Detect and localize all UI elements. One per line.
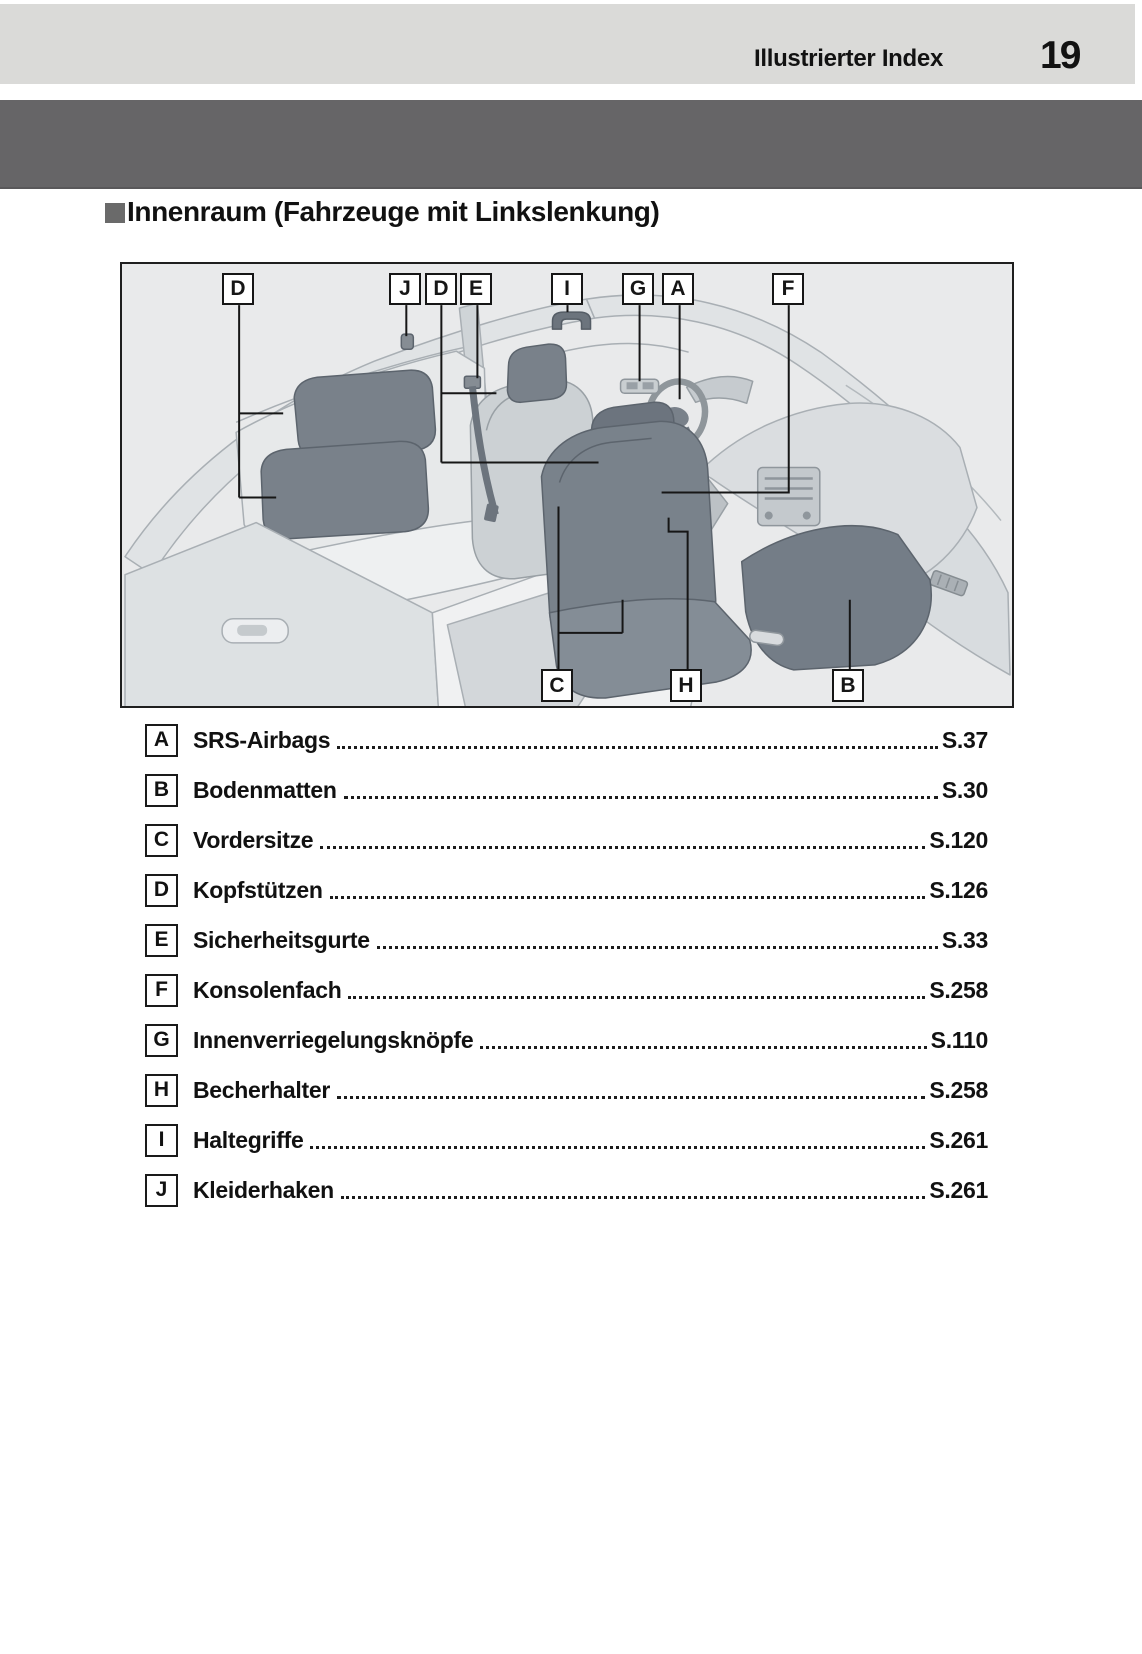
section-title-text: Innenraum (Fahrzeuge mit Linkslenkung) (127, 196, 660, 227)
callout-A-airbag: A (662, 273, 694, 305)
letter-badge: F (145, 974, 178, 1007)
item-label: Haltegriffe (193, 1126, 304, 1153)
page-reference: S.37 (941, 726, 988, 753)
index-row-B (145, 772, 988, 808)
dot-leader (348, 996, 925, 999)
door-lock-switches (621, 379, 659, 393)
page-number: 19 (1040, 34, 1080, 77)
section-title (105, 196, 659, 228)
dot-leader (330, 896, 926, 899)
letter-badge: C (145, 824, 178, 857)
dot-leader (341, 1196, 926, 1199)
item-label: Innenverriegelungsknöpfe (193, 1026, 474, 1053)
item-label: Konsolenfach (193, 976, 342, 1003)
item-label: Becherhalter (193, 1076, 331, 1103)
page-reference: S.33 (941, 926, 988, 953)
index-row-E (145, 922, 988, 958)
interior-diagram (120, 262, 1014, 708)
dot-leader (310, 1146, 925, 1149)
page-reference: S.261 (929, 1176, 988, 1203)
callout-J-coat-hook: J (389, 273, 421, 305)
callout-C-front-seats: C (541, 669, 573, 702)
item-label: Kleiderhaken (193, 1176, 334, 1203)
car-interior-illustration (122, 264, 1012, 706)
page-reference: S.258 (929, 976, 988, 1003)
page-reference: S.261 (929, 1126, 988, 1153)
dot-leader (480, 1046, 926, 1049)
floor-mat-driver (742, 526, 932, 670)
dot-leader (377, 946, 938, 949)
item-label: Kopfstützen (193, 876, 323, 903)
index-row-G (145, 1022, 988, 1058)
rear-headrests (261, 370, 435, 538)
callout-B-floor-mats: B (832, 669, 864, 702)
index-row-H (145, 1072, 988, 1108)
index-row-C (145, 822, 988, 858)
item-label: Vordersitze (193, 826, 314, 853)
index-row-D (145, 872, 988, 908)
letter-badge: G (145, 1024, 178, 1057)
dot-leader (337, 1096, 925, 1099)
letter-badge: H (145, 1074, 178, 1107)
page-header-bar (0, 4, 1135, 84)
page-reference: S.258 (929, 1076, 988, 1103)
page-reference: S.110 (930, 1026, 988, 1053)
page-reference: S.30 (941, 776, 988, 803)
coat-hook (401, 334, 413, 349)
callout-F-console: F (772, 273, 804, 305)
index-row-A (145, 722, 988, 758)
callout-G-lock-knobs: G (622, 273, 654, 305)
page-reference: S.126 (929, 876, 988, 903)
item-label: SRS-Airbags (193, 726, 331, 753)
square-bullet-icon (105, 203, 125, 223)
dot-leader (344, 796, 938, 799)
dot-leader (320, 846, 925, 849)
letter-badge: J (145, 1174, 178, 1207)
index-row-I (145, 1122, 988, 1158)
callout-H-cup-holders: H (670, 669, 702, 702)
letter-badge: D (145, 874, 178, 907)
index-row-F (145, 972, 988, 1008)
dot-leader (337, 746, 938, 749)
callout-E-seat-belt: E (460, 273, 492, 305)
callout-I-grab-handle: I (551, 273, 583, 305)
item-label: Bodenmatten (193, 776, 337, 803)
letter-badge: B (145, 774, 178, 807)
letter-badge: A (145, 724, 178, 757)
callout-D-rear-headrests: D (222, 273, 254, 305)
chapter-banner (0, 100, 1142, 189)
callout-D-front-headrests: D (425, 273, 457, 305)
letter-badge: I (145, 1124, 178, 1157)
index-row-J (145, 1172, 988, 1208)
letter-badge: E (145, 924, 178, 957)
page-reference: S.120 (929, 826, 988, 853)
header-title: Illustrierter Index (753, 45, 943, 72)
item-label: Sicherheitsgurte (193, 926, 370, 953)
